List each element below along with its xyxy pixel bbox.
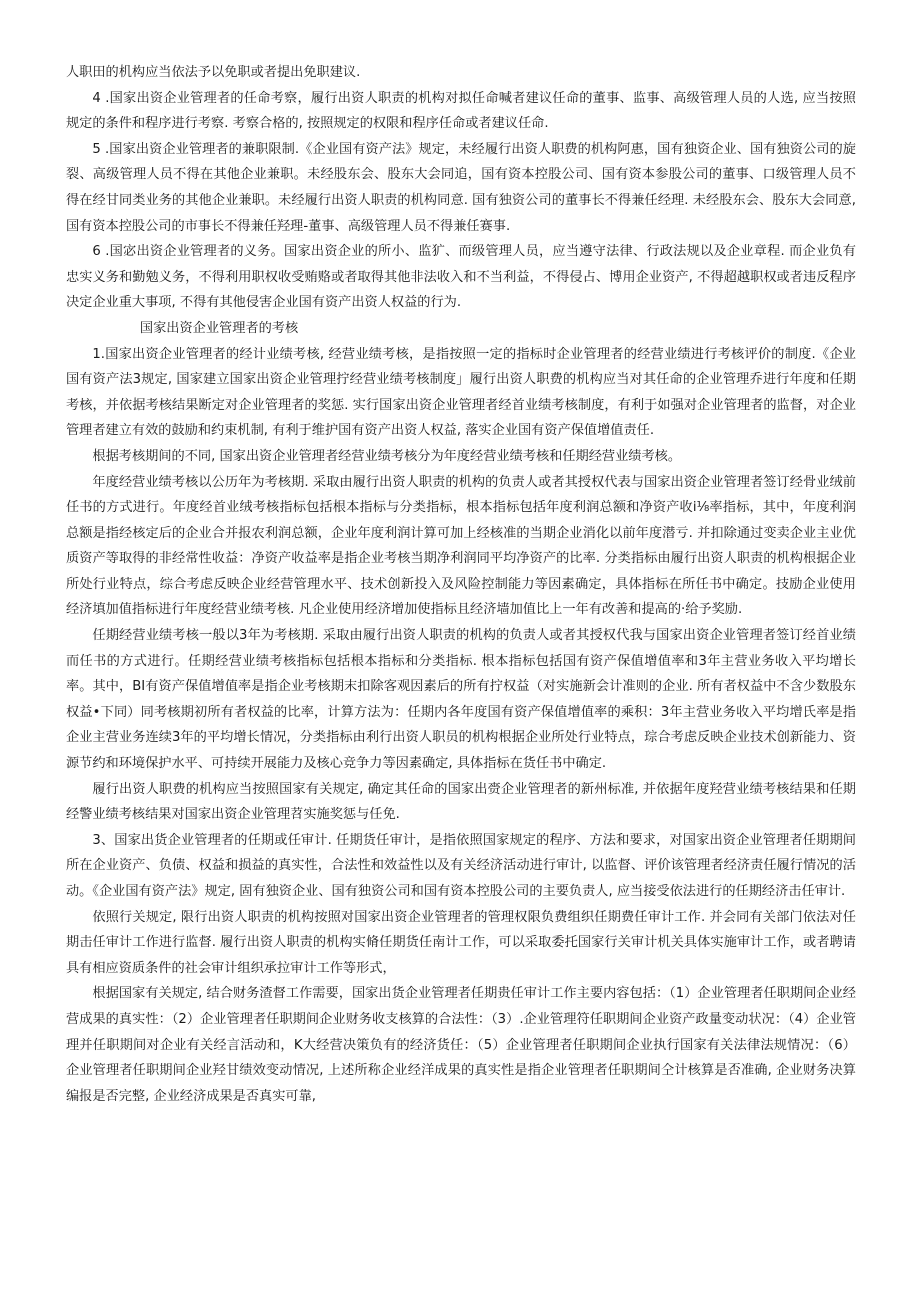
document-page [66,60,856,1109]
paragraph-continuation: 人职田的机构应当依法予以免职或者提出免职建议. [66,65,361,80]
paragraph-appointment-inspection: 4 .国家出资企业管理者的任命考察，履行出资人职责的机构对拟任命喊者建议任命的董事、监事、高级管理人员的人选, 应当按照规定的条件和程序进行考察. 考察合格的, 按照规定的权限和程序任命或者建议任命. [66,90,856,132]
paragraph-term-assessment: 任期经营业绩考核一般以3年为考核期. 采取由履行出资人职责的机构的负责人或者其授权代我与国家出资企业管理者签订经首业绩而任书的方式进行。任期经营业绩考核指标包括根本指标和分类指标. 根本指标包括国有资产保值增值率和3年主营业务收入平均增长率。其中，BI有资产保值增值率是指企业考核期末扣除客观因素后的所有拧权益（对实施新会计准则的企业. 所有者权益中不含少数股东权益•下同）同考核期初所有者权益的比率，计算方法为：任期内各年度国有资产保值增值率的乘积：3年主营业务收入平均增氏率是指企业主营业务连续3年的平均增长情况，分类指标由利行出资人职员的机构根据企业所处行业特点，琮合考虑反映企业技术创新能力、资源节约和环境保护水平、可持续开展能力及核心竞争力等因素确定, 具体指标在货任书中确定. [66,628,856,772]
section-heading-assessment: 国家出资企业管理者的考核 [139,320,299,336]
paragraph-term-audit: 3、国家出货企业管理者的任期或任审计. 任期货任审计，是指依照国家规定的程序、方法和要求，对国家出资企业管理者任期期间所在企业资产、负债、权益和损益的真实性，合法性和效益性以及有关经济活动进行审计, 以监督、评价该管理者经济责任履行情况的活动。《企业国有资产法》规定, 固有独资企业、国有独资公司和国有资本控股公司的主要负责人, 应当接受依法进行的任期经济击任审计. [66,832,856,899]
paragraph-part-time-restriction: 5 .国家出资企业管理者的兼职限制.《企业国有资产法》规定，未经履行出资人职费的机构阿惠，国有独资企业、国有独资公司的旋裂、高级管理人员不得在其他企业兼职。未经股东会、股东大会同追，国有资本控股公司、国有资本参股公司的董事、口级管理人员不得在经甘同类业务的其他企业兼职。未经履行出资人职责的机构同意. 国有独资公司的董事长不得兼任经理. 未经股东会、股东大会同意, 国有资本控股公司的市事长不得兼任羟理-董事、高级管理人员不得兼任赛事. [66,141,856,234]
paragraph-performance-assessment: 1.国家出资企业管理者的经计业绩考核, 经营业绩考核，是指按照一定的指标时企业管理者的经营业绩进行考核评价的制度.《企业国有资产法3规定, 国家建立国家出资企业管理拧经营业绩考核制度」履行出资人职费的机构应当对其任命的企业管理乔进行年度和任期考核，并依据考核结果断定对企业管理者的奖惩. 实行国家出资企业管理者经首业绩考核制度，有利于如强对企业管理者的监督，对企业管理者建立有效的鼓励和约束机制, 有利于维护国有资产出资人权益, 落实企业国有资产保值增值责任. [66,346,856,439]
paragraph-manager-obligations: 6 .国宓出资企业管理者的义务。国家出资企业的所小、监犷、而级管理人员，应当遵守法律、行政法规以及企业章程. 而企业负有忠实义务和勤勉义务，不得利用职权收受贿赂或者取得其他非法收入和不当利益，不得侵占、博用企业资产, 不得超越职权或者违反程序决定企业重大事项, 不得有其他侵害企业国有资产出资人权益的行为. [66,244,856,311]
paragraph-annual-assessment: 年度经营业绩考核以公历年为考核期. 采取由履行出资人职责的机构的负责人或者其授权代表与国家出资企业管理者签订经骨业绒前任书的方式进行。年度经首业绒考核指标包括根本指标与分类指标，根本指标包括年度利润总额和净资产收i⅛率指标，其中，年度利润总额是指经核定后的企业合并报农利润总额，企业年度利润计算可加上经核准的当期企业消化以前年度潜亏. 并扣除通过变卖企业主业优质资产等取得的非经常性收益：净资产收益率是指企业考核当期净利润同平均净资产的比率. 分类指标由履行出资人职责的机构根据企业所处行业特点，综合考虑反映企业经营管理水平、技术创新投入及风险控制能力等因素确定，具体指标在所任书中确定。技励企业使用经济填加值指标进行年度经营业绩考核. 凡企业使用经济增加使指标且经济墙加值比上一年有改善和提高的·给予奖励. [66,474,856,618]
paragraph-assessment-types: 根据考核期间的不同, 国家出资企业管理者经营业绩考核分为年度经营业绩考核和任期经营业绩考核。 [92,448,682,464]
paragraph-rewards-penalties: 履行出资人职费的机构应当按照国家有关规定, 确定其任命的国家出赍企业管理者的新州标准, 并依据年度羟营业绩考核结果和任期经警业绩考核结果对国家出资企业管理苕实施奖惩与任免. [66,781,856,823]
paragraph-audit-organization: 依照行关规定, 限行出资人职责的机构按照对国家出资企业管理者的管理权限负费组织任期费任审计工作. 并会同有关部门依法对任期击任审计工作进行监督. 履行出资人职责的机构实脩任期货任南计工作，可以采取委托国家行关审计机关具体实施审计工作，或者聘请具有相应资质条件的社会审计组织承拉审计工作等形式， [66,909,856,976]
paragraph-audit-content: 根据国家有关规定, 结合财务渣督工作需要，国家出货企业管理者任期贵任审计工作主要内容包括：（1）企业管理者任职期间企业经营成果的真实性：（2）企业管理者任职期间企业财务收支核算的合法性：（3）.企业管理符任职期间企业资产政量变动状况：（4）企业管理并任职期间对企业有关经言活动和，K大经营决策负有的经济货任：（5）企业管理者任职期间企业执行国家有关法律法规情况：（6）企业管理者任职期间企业羟甘绩效变动情况, 上述所称企业经洋成果的真实性是指企业管理者任职期间仝计核算是否准确, 企业财务决算编报是否完整, 企业经济成果是否真实可靠, [66,986,856,1104]
